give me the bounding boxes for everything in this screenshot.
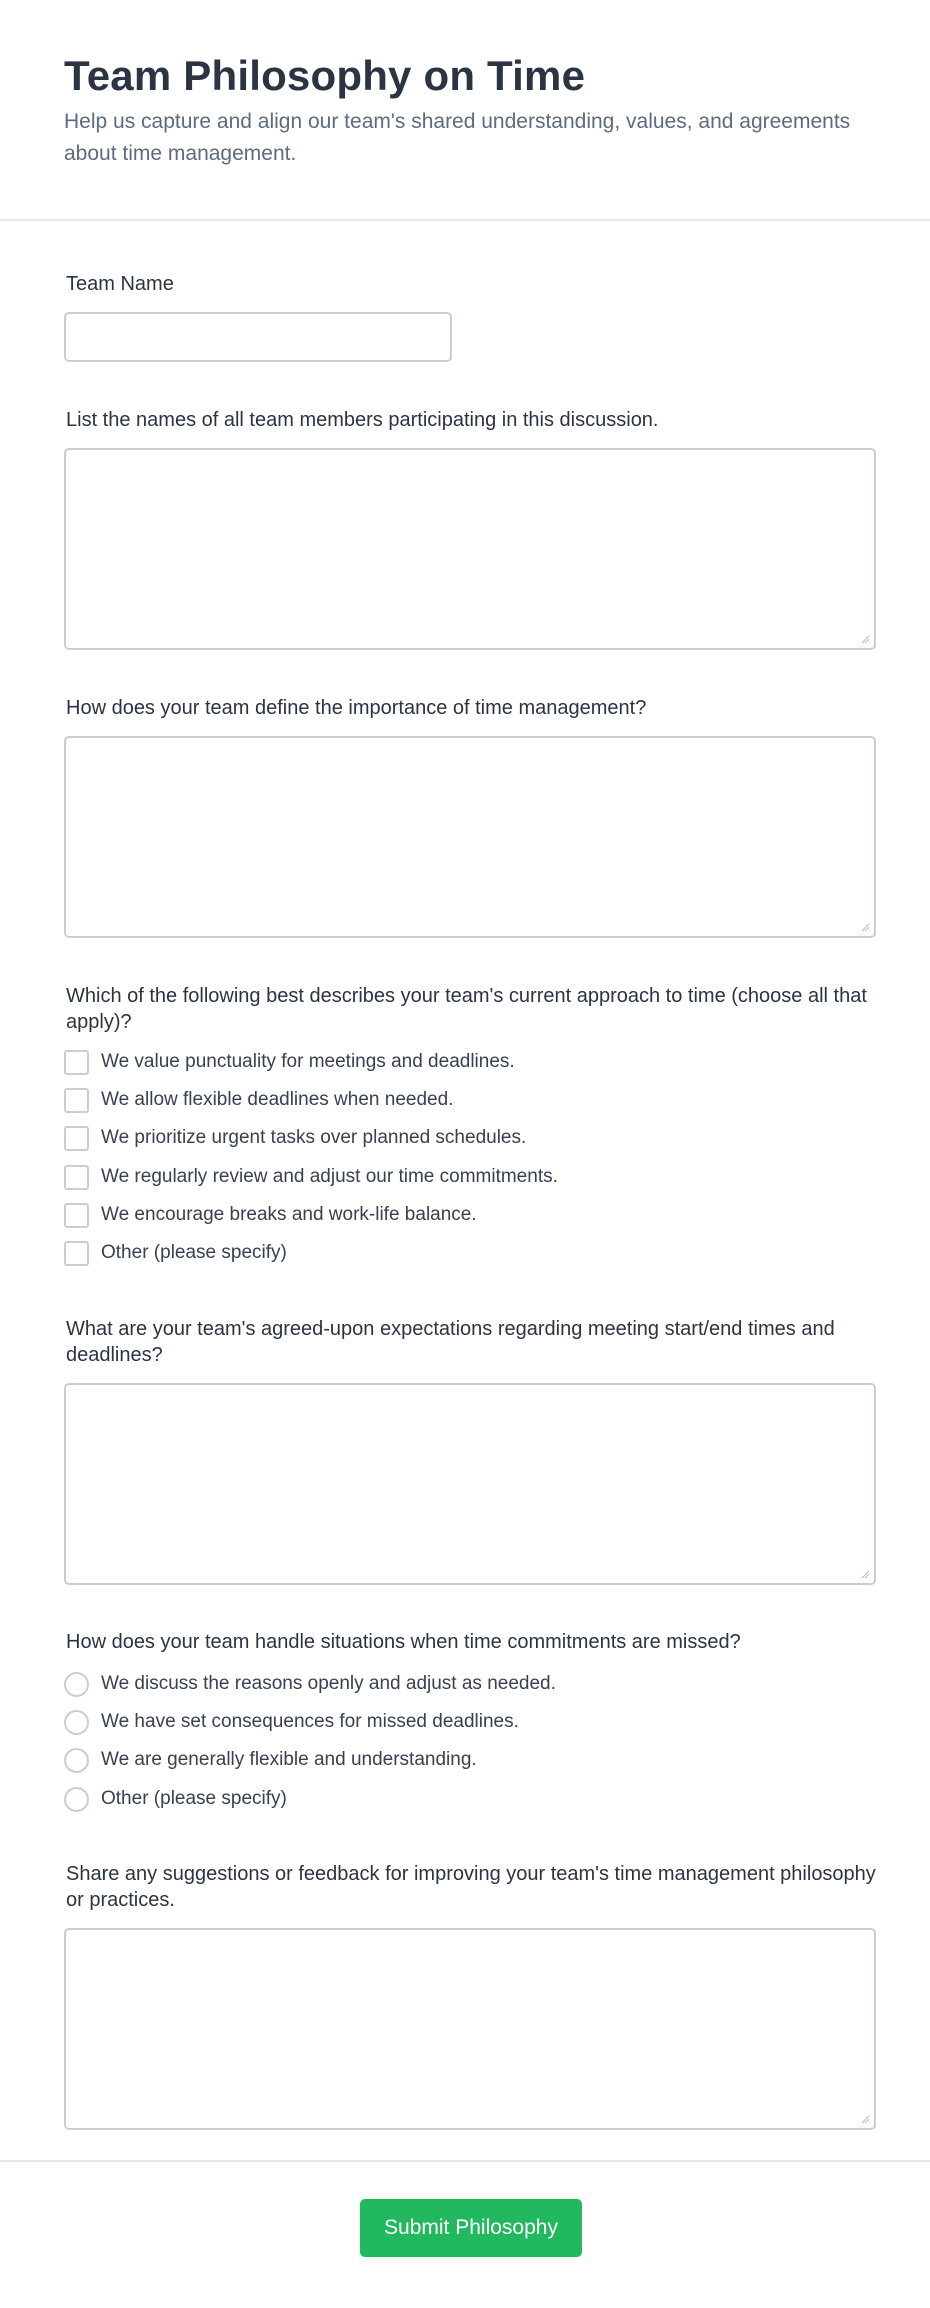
resize-handle-icon[interactable] bbox=[860, 922, 870, 932]
page-title: Team Philosophy on Time bbox=[64, 52, 586, 99]
checkbox[interactable] bbox=[64, 1126, 89, 1151]
approach-option-label: We encourage breaks and work-life balance. bbox=[101, 1204, 477, 1225]
team-members-label: List the names of all team members participating in this discussion. bbox=[66, 409, 659, 431]
team-members-textarea[interactable] bbox=[64, 448, 876, 650]
checkbox[interactable] bbox=[64, 1203, 89, 1228]
approach-option-label: We value punctuality for meetings and deadlines. bbox=[101, 1051, 515, 1072]
resize-handle-icon[interactable] bbox=[860, 2114, 870, 2124]
checkbox[interactable] bbox=[64, 1165, 89, 1190]
approach-option-label: We prioritize urgent tasks over planned schedules. bbox=[101, 1127, 527, 1148]
expectations-label: What are your team's agreed-upon expectations regarding meeting start/end times and deadlines? bbox=[66, 1318, 835, 1366]
radio-button[interactable] bbox=[64, 1672, 89, 1697]
radio-button[interactable] bbox=[64, 1710, 89, 1735]
submit-button[interactable]: Submit Philosophy bbox=[360, 2199, 582, 2257]
missed-option-label: We have set consequences for missed deadlines. bbox=[101, 1711, 519, 1732]
approach-label: Which of the following best describes your team's current approach to time (choose all that apply)? bbox=[66, 985, 867, 1033]
missed-option-label: We discuss the reasons openly and adjust as needed. bbox=[101, 1673, 556, 1694]
radio-button[interactable] bbox=[64, 1748, 89, 1773]
approach-option-label: We allow flexible deadlines when needed. bbox=[101, 1089, 454, 1110]
missed-option-label: Other (please specify) bbox=[101, 1788, 287, 1809]
suggestions-textarea[interactable] bbox=[64, 1928, 876, 2130]
importance-textarea[interactable] bbox=[64, 736, 876, 938]
resize-handle-icon[interactable] bbox=[860, 1569, 870, 1579]
checkbox[interactable] bbox=[64, 1088, 89, 1113]
form-header bbox=[0, 0, 930, 221]
team-name-input[interactable] bbox=[64, 312, 452, 362]
resize-handle-icon[interactable] bbox=[860, 634, 870, 644]
checkbox[interactable] bbox=[64, 1050, 89, 1075]
checkbox[interactable] bbox=[64, 1241, 89, 1266]
suggestions-label: Share any suggestions or feedback for improving your team's time management philosophy or practices. bbox=[66, 1863, 876, 1911]
missed-option-label: We are generally flexible and understanding. bbox=[101, 1749, 477, 1770]
approach-option-label: Other (please specify) bbox=[101, 1242, 287, 1263]
page-subtitle: Help us capture and align our team's shared understanding, values, and agreements about time management. bbox=[64, 110, 851, 165]
team-name-label: Team Name bbox=[66, 273, 174, 295]
expectations-textarea[interactable] bbox=[64, 1383, 876, 1585]
missed-label: How does your team handle situations when time commitments are missed? bbox=[66, 1631, 741, 1653]
approach-option-label: We regularly review and adjust our time commitments. bbox=[101, 1166, 558, 1187]
radio-button[interactable] bbox=[64, 1787, 89, 1812]
importance-label: How does your team define the importance of time management? bbox=[66, 697, 647, 719]
